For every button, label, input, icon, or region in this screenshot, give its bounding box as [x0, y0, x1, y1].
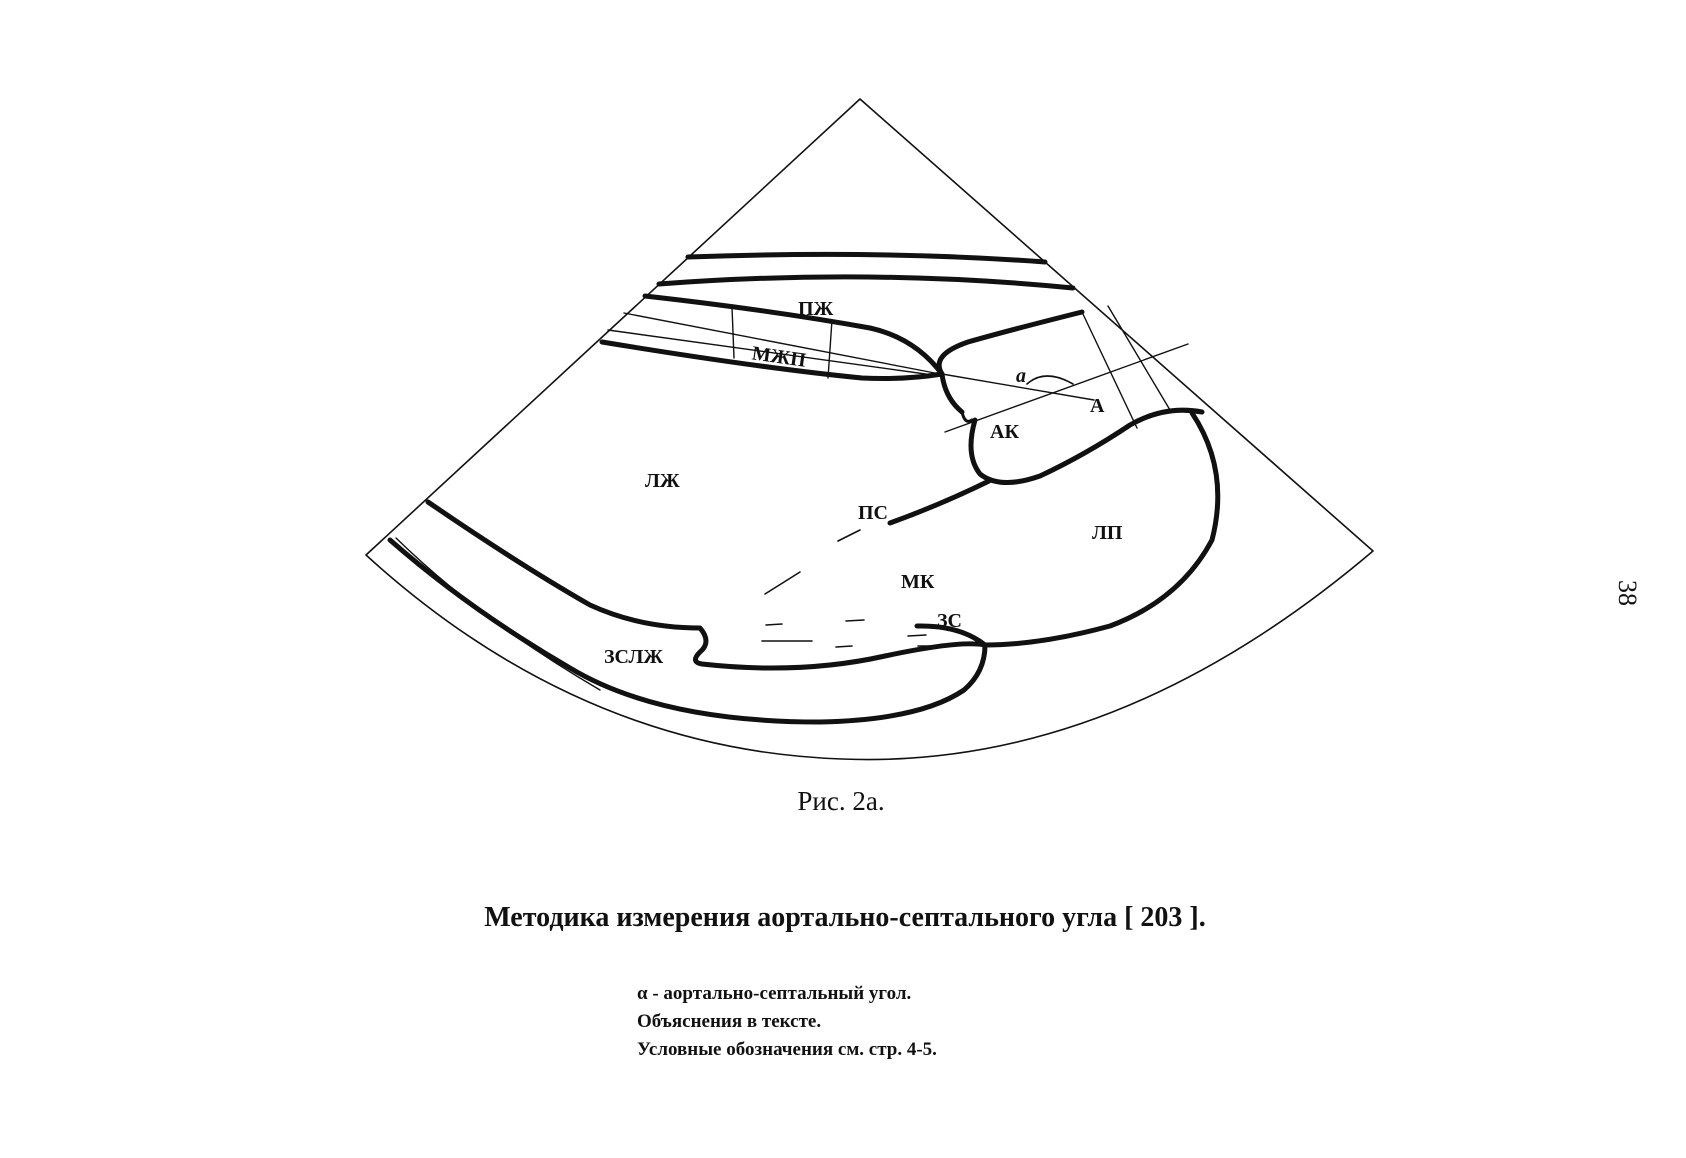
aortic-axis-line [945, 344, 1188, 432]
angle-arc [1027, 376, 1073, 384]
label-ps: ПС [858, 502, 888, 524]
chordae-dash-2 [846, 620, 864, 621]
anterior-mitral-leaflet [890, 481, 989, 523]
note-line: Объяснения в тексте. [637, 1011, 822, 1032]
label-mk: МК [901, 571, 935, 593]
note-line: Условные обозначения см. стр. 4-5. [637, 1039, 937, 1060]
figure-notes [637, 980, 937, 1064]
figure-caption: Рис. 2а. [797, 786, 885, 816]
chest-wall-upper [688, 254, 1045, 262]
label-pzh: ПЖ [798, 298, 834, 320]
label-zslzh: ЗСЛЖ [604, 646, 664, 668]
label-mzhp: МЖП [750, 342, 808, 372]
chordae-dash-5 [908, 635, 926, 636]
label-ak: АК [990, 421, 1019, 443]
note-line: α - аортально-септальный угол. [637, 983, 912, 1004]
chordae-dash-4 [836, 646, 852, 647]
page-number: 38 [1613, 580, 1642, 606]
aortic-measure-line-2 [1108, 306, 1170, 410]
septum-tick-2 [828, 320, 832, 378]
label-a: А [1090, 395, 1105, 417]
label-zs: ЗС [937, 610, 962, 632]
septum-tick-1 [732, 307, 734, 358]
chest-wall-lower [659, 277, 1073, 288]
mitral-dash-2 [765, 572, 800, 594]
label-lp: ЛП [1092, 522, 1123, 544]
mitral-dash-1 [838, 530, 860, 541]
page-title: Методика измерения аортально-септального угла [ 203 ]. [484, 902, 1206, 933]
label-alpha: a [1016, 365, 1026, 387]
aortic-valve-cusp [962, 412, 972, 421]
aortic-root-wall [939, 312, 1082, 412]
chordae-dash-1 [766, 624, 782, 625]
lv-posterior-wall-outer [390, 540, 985, 722]
label-lzh: ЛЖ [645, 470, 680, 492]
